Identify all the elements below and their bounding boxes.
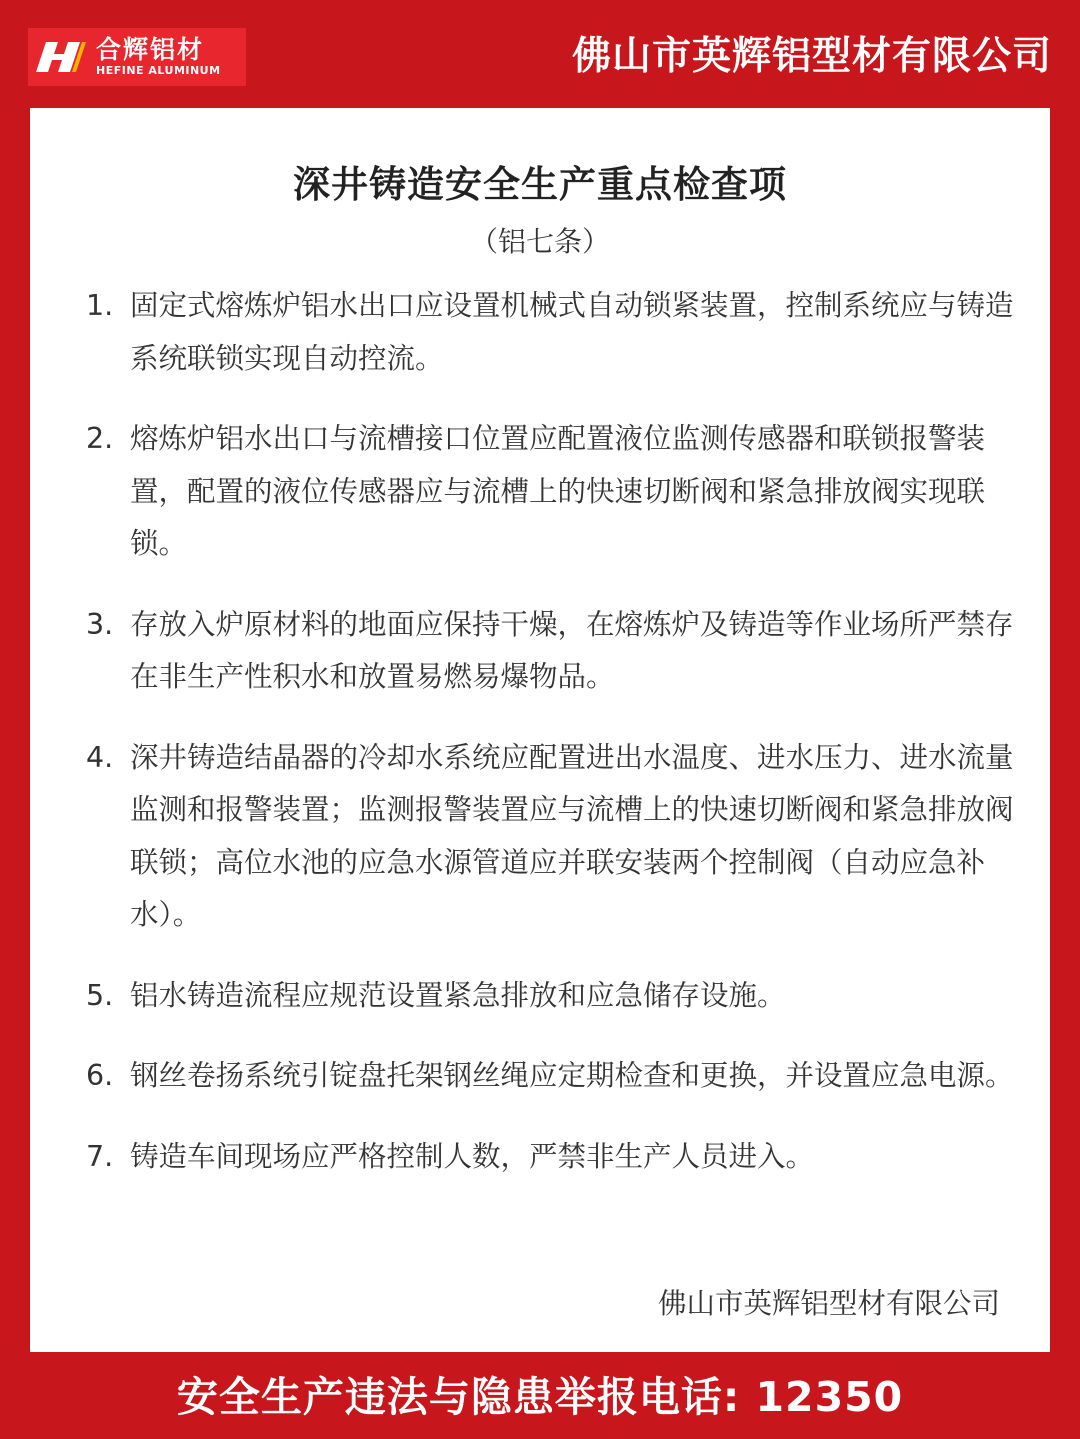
checklist-item [86,413,1026,571]
item-number: 6. [86,1059,114,1092]
logo-english-name: HEFINE ALUMINUM [96,64,221,77]
item-number: 2. [86,422,114,455]
checklist-item [86,280,1026,385]
checklist-item [86,970,1026,1023]
company-logo [28,28,246,86]
item-text: 铝水铸造流程应规范设置紧急排放和应急储存设施。 [130,978,786,1012]
checklist-item [86,732,1026,942]
checklist-item [86,1050,1026,1103]
item-text: 固定式熔炼炉铝水出口应设置机械式自动锁紧装置，控制系统应与铸造系统联锁实现自动控流。 [130,289,1014,375]
item-text: 存放入炉原材料的地面应保持干燥，在熔炼炉及铸造等作业场所严禁存在非生产性积水和放置易燃易爆物品。 [130,607,1014,693]
company-signature: 佛山市英辉铝型材有限公司 [657,1287,1000,1320]
checklist-item [86,1131,1026,1184]
report-hotline-banner: 安全生产违法与隐患举报电话: 12350 [176,1373,904,1421]
item-text: 钢丝卷扬系统引锭盘托架钢丝绳应定期检查和更换，并设置应急电源。 [130,1059,1014,1092]
logo-mark-icon [28,28,90,86]
company-name-header: 佛山市英辉铝型材有限公司 [571,34,1052,79]
logo-chinese-name: 合辉铝材 [96,35,205,64]
checklist-item [86,599,1026,704]
item-number: 1. [86,289,114,322]
notice-card [30,108,1050,1352]
document-title: 深井铸造安全生产重点检查项 [293,163,787,206]
header-bar [0,0,1080,108]
item-number: 7. [86,1139,114,1173]
item-text: 熔炼炉铝水出口与流槽接口位置应配置液位监测传感器和联锁报警装置，配置的液位传感器应与流槽上的快速切断阀和紧急排放阀实现联锁。 [130,422,986,560]
item-number: 3. [86,607,114,641]
item-number: 4. [86,740,114,774]
item-number: 5. [86,978,114,1012]
document-subtitle: （铝七条） [469,225,610,258]
checklist [86,280,1026,1183]
item-text: 铸造车间现场应严格控制人数，严禁非生产人员进入。 [130,1139,815,1173]
item-text: 深井铸造结晶器的冷却水系统应配置进出水温度、进水压力、进水流量监测和报警装置；监测报警装置应与流槽上的快速切断阀和紧急排放阀联锁；高位水池的应急水源管道应并联安装两个控制阀（自动应急补水）。 [130,740,1014,931]
